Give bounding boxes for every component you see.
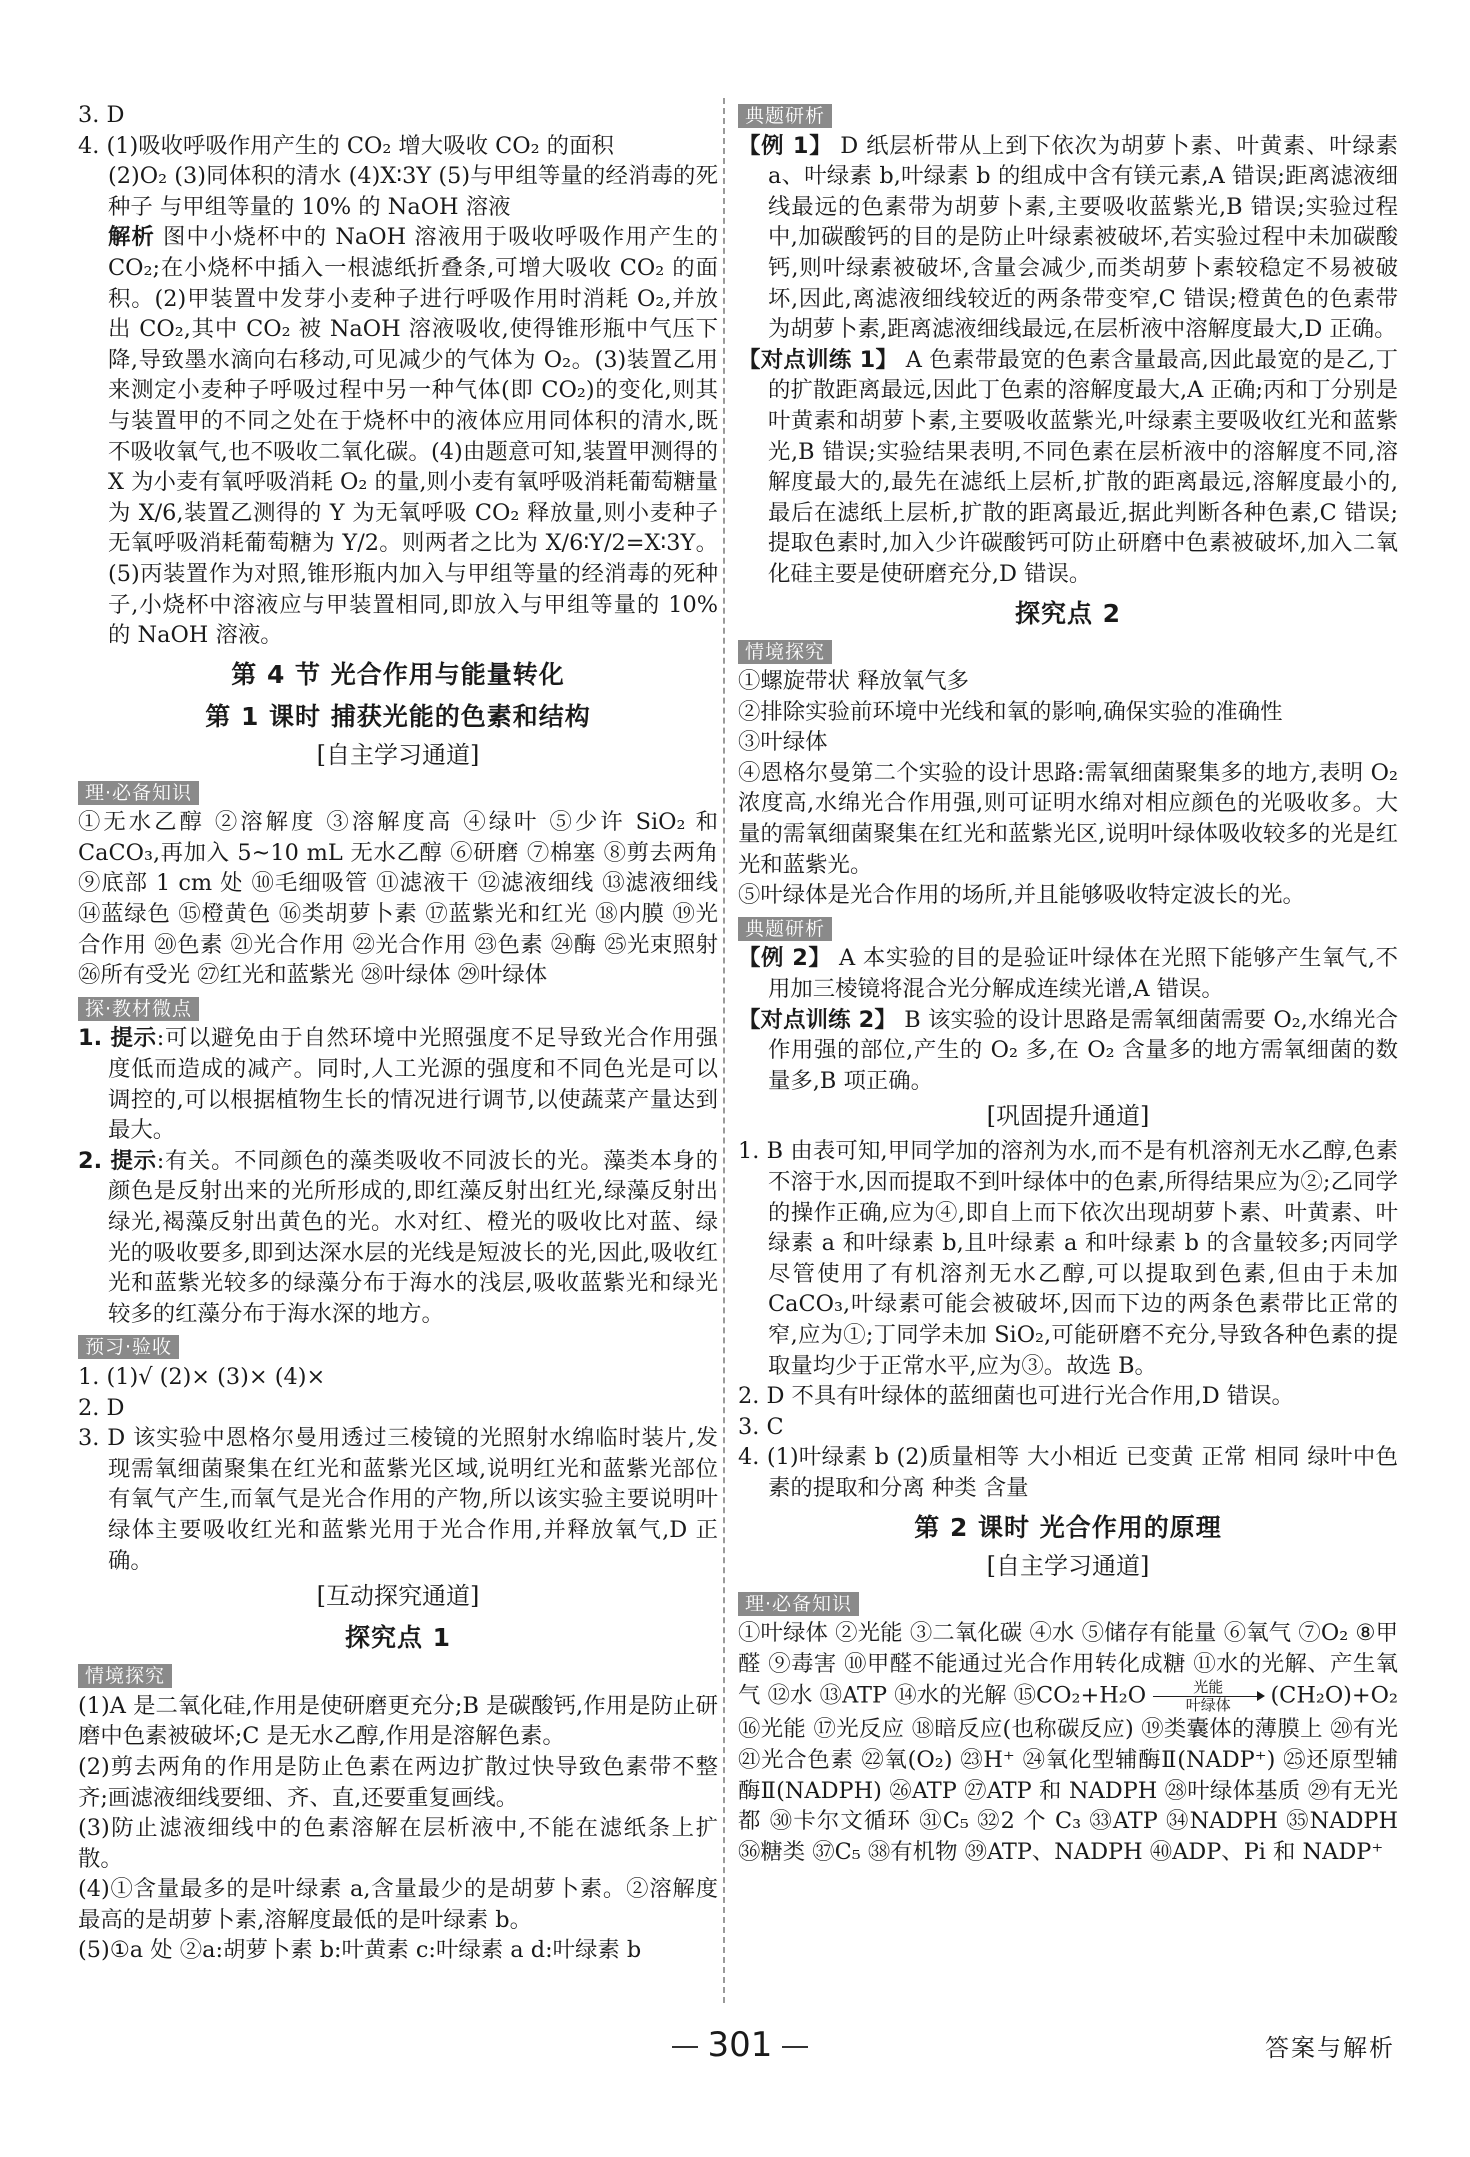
- channel-consolidation: [巩固提升通道]: [986, 1102, 1150, 1131]
- training-2-text: B 该实验的设计思路是需氧细菌需要 O₂,水绵光合作用强的部位,产生的 O₂ 多,在 O₂ 含量多的地方需氧细菌的数量多,B 项正确。: [768, 1006, 1398, 1094]
- example-1-text: D 纸层析带从上到下依次为胡萝卜素、叶黄素、叶绿素 a、叶绿素 b,叶绿素 b 的组成中含有镁元素,A 错误;距离滤液细线最远的色素带为胡萝卜素,主要吸收蓝紫光,B 错误;实验过程中,加碳酸钙的目的是防止叶绿素被破坏,若实验过程中未加碳酸钙,则叶绿素被破坏,含量会减少,而类胡萝卜素较稳定不易被破坏,因此,离滤液细线较近的两条带变窄,C 错误;橙黄色的色素带为胡萝卜素,距离滤液细线最远,在层析液中溶解度最大,D 正确。: [768, 132, 1399, 343]
- scenario2-answer-1: ①螺旋带状 释放氧气多: [738, 668, 970, 695]
- tag-scenario-inquiry: 情境探究: [78, 1664, 172, 1688]
- answer-4-cont: (2)O₂ (3)同体积的清水 (4)X∶3Y (5)与甲组等量的经消毒的死种子 与甲组等量的 10% 的 NaOH 溶液: [108, 163, 718, 220]
- tag-scenario-inquiry-2: 情境探究: [738, 640, 832, 664]
- analysis-4: [78, 222, 718, 650]
- scenario2-answer-3: ③叶绿体: [738, 729, 828, 756]
- hint-label-2: 2. 提示: [78, 1147, 157, 1174]
- textbook-point-1: [78, 1023, 718, 1145]
- consolidation-answer-3: 3. C: [738, 1413, 784, 1440]
- preview-answer-1: 1. (1)√ (2)× (3)× (4)×: [78, 1363, 326, 1390]
- answer-4: 4. (1)吸收呼吸作用产生的 CO₂ 增大吸收 CO₂ 的面积: [78, 132, 614, 159]
- left-column: [78, 100, 718, 1966]
- preview-answer-3: 3. D 该实验中恩格尔曼用透过三棱镜的光照射水绵临时装片,发现需氧细菌聚集在红光和蓝紫光区域,说明红光和蓝紫光部位有氧气产生,而氧气是光合作用的产物,所以该实验主要说明叶绿体主要吸收红光和蓝紫光用于光合作用,并释放氧气,D 正确。: [78, 1425, 718, 1574]
- inquiry-point-1: 探究点 1: [344, 1623, 452, 1653]
- photosynthesis-equation-arrow: [1153, 1679, 1263, 1714]
- arrow-head-icon: [1257, 1691, 1265, 1701]
- hint-text-2: :有关。不同颜色的藻类吸收不同波长的光。藻类本身的颜色是反射出来的光所形成的,即红藻反射出红光,绿藻反射出绿光,褐藻反射出黄色的光。水对红、橙光的吸收比对蓝、绿光的吸收要多,即到达深水层的光线是短波长的光,因此,吸收红光和蓝紫光较多的绿藻分布于海水的浅层,吸收蓝紫光和绿光较多的红藻分布于海水深的地方。: [108, 1147, 718, 1327]
- scenario-answer-5: (5)①a 处 ②a:胡萝卜素 b:叶黄素 c:叶绿素 a d:叶绿素 b: [78, 1937, 642, 1964]
- textbook-point-2: [78, 1146, 718, 1330]
- footer-label: 答案与解析: [1265, 2034, 1395, 2062]
- tag-preview-check: 预习·验收: [78, 1335, 179, 1359]
- page-number: 301: [660, 2020, 820, 2070]
- inquiry-point-2: 探究点 2: [1014, 598, 1122, 628]
- channel-self-study-2: [自主学习通道]: [986, 1551, 1150, 1580]
- example-2-text: A 本实验的目的是验证叶绿体在光照下能够产生氧气,不用加三棱镜将混合光分解成连续光谱,A 错误。: [768, 945, 1398, 1003]
- training-2-label: 【对点训练 2】: [738, 1006, 897, 1033]
- tag-essential-knowledge-2: 理·必备知识: [738, 1592, 859, 1616]
- scenario2-answer-5: ⑤叶绿体是光合作用的场所,并且能够吸收特定波长的光。: [738, 882, 1305, 909]
- example-1-label: 【例 1】: [738, 132, 833, 159]
- page-footer: [0, 2020, 1470, 2080]
- example-2: [738, 943, 1398, 1004]
- tag-essential-knowledge: 理·必备知识: [78, 781, 199, 805]
- training-1: [738, 345, 1398, 590]
- column-divider: [723, 98, 725, 2003]
- consolidation-answer-4: 4. (1)叶绿素 b (2)质量相等 大小相近 已变黄 正常 相同 绿叶中色素的提取和分离 种类 含量: [738, 1444, 1398, 1501]
- hint-text-1: :可以避免由于自然环境中光照强度不足导致光合作用强度低而造成的减产。同时,人工光源的强度和不同色光是可以调控的,可以根据植物生长的情况进行调节,以使蔬菜产量达到最大。: [108, 1025, 718, 1144]
- scenario-answer-2: (2)剪去两角的作用是防止色素在两边扩散过快导致色素带不整齐;画滤液细线要细、齐、直,还要重复画线。: [78, 1753, 718, 1811]
- consolidation-answer-2: 2. D 不具有叶绿体的蓝细菌也可进行光合作用,D 错误。: [738, 1383, 1294, 1410]
- scenario-answer-1: (1)A 是二氧化硅,作用是使研磨更充分;B 是碳酸钙,作用是防止研磨中色素被破坏;C 是无水乙醇,作用是溶解色素。: [78, 1692, 718, 1750]
- channel-interactive: [互动探究通道]: [316, 1582, 480, 1611]
- lesson2-title: 第 2 课时 光合作用的原理: [914, 1512, 1222, 1542]
- scenario-answer-3: (3)防止滤液细线中的色素溶解在层析液中,不能在滤纸条上扩散。: [78, 1815, 718, 1872]
- equation-arrow-bottom: 叶绿体: [1185, 1696, 1231, 1715]
- consolidation-answer-1: 1. B 由表可知,甲同学加的溶剂为水,而不是有机溶剂无水乙醇,色素不溶于水,因而提取不到叶绿体中的色素,所得结果应为②;乙同学的操作正确,应为④,即自上而下依次出现胡萝卜素、叶黄素、叶绿素 a 和叶绿素 b,且叶绿素 a 和叶绿素 b 的含量较多;丙同学尽管使用了有机溶剂无水乙醇,可以提取到色素,但由于未加 CaCO₃,叶绿素可能会被破坏,因而下边的两条色素带比正常的窄,应为①;丁同学未加 SiO₂,可能研磨不充分,导致各种色素的提取量均少于正常水平,应为③。故选 B。: [738, 1138, 1398, 1379]
- knowledge-list-part-b: (CH₂O)+O₂ ⑯光能 ⑰光反应 ⑱暗反应(也称碳反应) ⑲类囊体的薄膜上 ⑳有光 ㉑光合色素 ㉒氧(O₂) ㉓H⁺ ㉔氧化型辅酶Ⅱ(NADP⁺) ㉕还原型辅酶Ⅱ(NADPH) ㉖ATP ㉗ATP 和 NADPH ㉘叶绿体基质 ㉙有无光都 ㉚卡尔文循环 ㉛C₅ ㉜2 个 C₃ ㉝ATP ㉞NADPH ㉟NADPH ㊱糖类 ㊲C₅ ㊳有机物 ㊴ATP、NADPH ㊵ADP、Pi 和 NADP⁺: [738, 1682, 1399, 1865]
- tag-typical-example-1: 典题研析: [738, 104, 832, 128]
- scenario2-answer-2: ②排除实验前环境中光线和氧的影响,确保实验的准确性: [738, 698, 1283, 725]
- analysis-text: 图中小烧杯中的 NaOH 溶液用于吸收呼吸作用产生的 CO₂;在小烧杯中插入一根滤纸折叠条,可增大吸收 CO₂ 的面积。(2)甲装置中发芽小麦种子进行呼吸作用时消耗 O₂,并放出 CO₂,其中 CO₂ 被 NaOH 溶液吸收,使得锥形瓶中气压下降,导致墨水滴向右移动,可见减少的气体为 O₂。(3)装置乙用来测定小麦种子呼吸过程中另一种气体(即 CO₂)的变化,则其与装置甲的不同之处在于烧杯中的液体应用同体积的清水,既不吸收氧气,也不吸收二氧化碳。(4)由题意可知,装置甲测得的 X 为小麦有氧呼吸消耗 O₂ 的量,则小麦有氧呼吸消耗葡萄糖量为 X/6,装置乙测得的 Y 为无氧呼吸 CO₂ 释放量,则小麦种子无氧呼吸消耗葡萄糖为 Y/2。则两者之比为 X/6∶Y/2=X∶3Y。(5)丙装置作为对照,锥形瓶内加入与甲组等量的经消毒的死种子,小烧杯中溶液应与甲装置相同,即放入与甲组等量的 10% 的 NaOH 溶液。: [108, 224, 718, 649]
- knowledge-list-part-a: ①叶绿体 ②光能 ③二氧化碳 ④水 ⑤储存有能量 ⑥氧气 ⑦O₂ ⑧甲醛 ⑨毒害 ⑩甲醛不能通过光合作用转化成糖 ⑪水的光解、产生氧气 ⑫水 ⑬ATP ⑭水的光解 ⑮CO₂+H₂O: [738, 1620, 1398, 1709]
- essential-knowledge-list: ①无水乙醇 ②溶解度 ③溶解度高 ④绿叶 ⑤少许 SiO₂ 和 CaCO₃,再加入 5~10 mL 无水乙醇 ⑥研磨 ⑦棉塞 ⑧剪去两角 ⑨底部 1 cm 处 ⑩毛细吸管 ⑪滤液干 ⑫滤液细线 ⑬滤液细线 ⑭蓝绿色 ⑮橙黄色 ⑯类胡萝卜素 ⑰蓝紫光和红光 ⑱内膜 ⑲光合作用 ⑳色素 ㉑光合作用 ㉒光合作用 ㉓色素 ㉔酶 ㉕光束照射 ㉖所有受光 ㉗红光和蓝紫光 ㉘叶绿体 ㉙叶绿体: [78, 809, 718, 989]
- training-1-text: A 色素带最宽的色素含量最高,因此最宽的是乙,丁的扩散距离最远,因此丁色素的溶解度最大,A 正确;丙和丁分别是叶黄素和胡萝卜素,主要吸收蓝紫光,叶绿素主要吸收红光和蓝紫光,B 错误;实验结果表明,不同色素在层析液中的溶解度不同,溶解度最大的,最先在滤纸上层析,扩散的距离最远,溶解度最小的,最后在滤纸上层析,扩散的距离最近,据此判断各种色素,C 错误;提取色素时,加入少许碳酸钙可防止研磨中色素被破坏,加入二氧化硅主要是使研磨充分,D 错误。: [768, 346, 1399, 587]
- example-1: [738, 131, 1398, 345]
- essential-knowledge-list-2: [738, 1618, 1398, 1867]
- right-column: [738, 100, 1398, 1867]
- example-2-label: 【例 2】: [738, 945, 832, 972]
- tag-textbook-points: 探·教材微点: [78, 997, 199, 1021]
- answer-3: 3. D: [78, 102, 125, 128]
- equation-arrow-line: [1153, 1696, 1263, 1697]
- lesson-title: 第 1 课时 捕获光能的色素和结构: [205, 701, 591, 731]
- scenario-answer-4: (4)①含量最多的是叶绿素 a,含量最少的是胡萝卜素。②溶解度最高的是胡萝卜素,溶解度最低的是叶绿素 b。: [78, 1876, 718, 1933]
- section-title: 第 4 节 光合作用与能量转化: [231, 659, 565, 689]
- tag-typical-example-2: 典题研析: [738, 917, 832, 941]
- analysis-label: 解析: [108, 224, 155, 251]
- training-1-label: 【对点训练 1】: [738, 346, 899, 373]
- scenario2-answer-4: ④恩格尔曼第二个实验的设计思路:需氧细菌聚集多的地方,表明 O₂ 浓度高,水绵光合作用强,则可证明水绵对相应颜色的光吸收多。大量的需氧细菌聚集在红光和蓝紫光区,说明叶绿体吸收较多的光是红光和蓝紫光。: [738, 759, 1398, 878]
- hint-label-1: 1. 提示: [78, 1025, 157, 1052]
- equation-arrow-top: 光能: [1193, 1678, 1224, 1697]
- preview-answer-2: 2. D: [78, 1394, 125, 1421]
- training-2: [738, 1005, 1398, 1097]
- channel-self-study: [自主学习通道]: [316, 740, 480, 769]
